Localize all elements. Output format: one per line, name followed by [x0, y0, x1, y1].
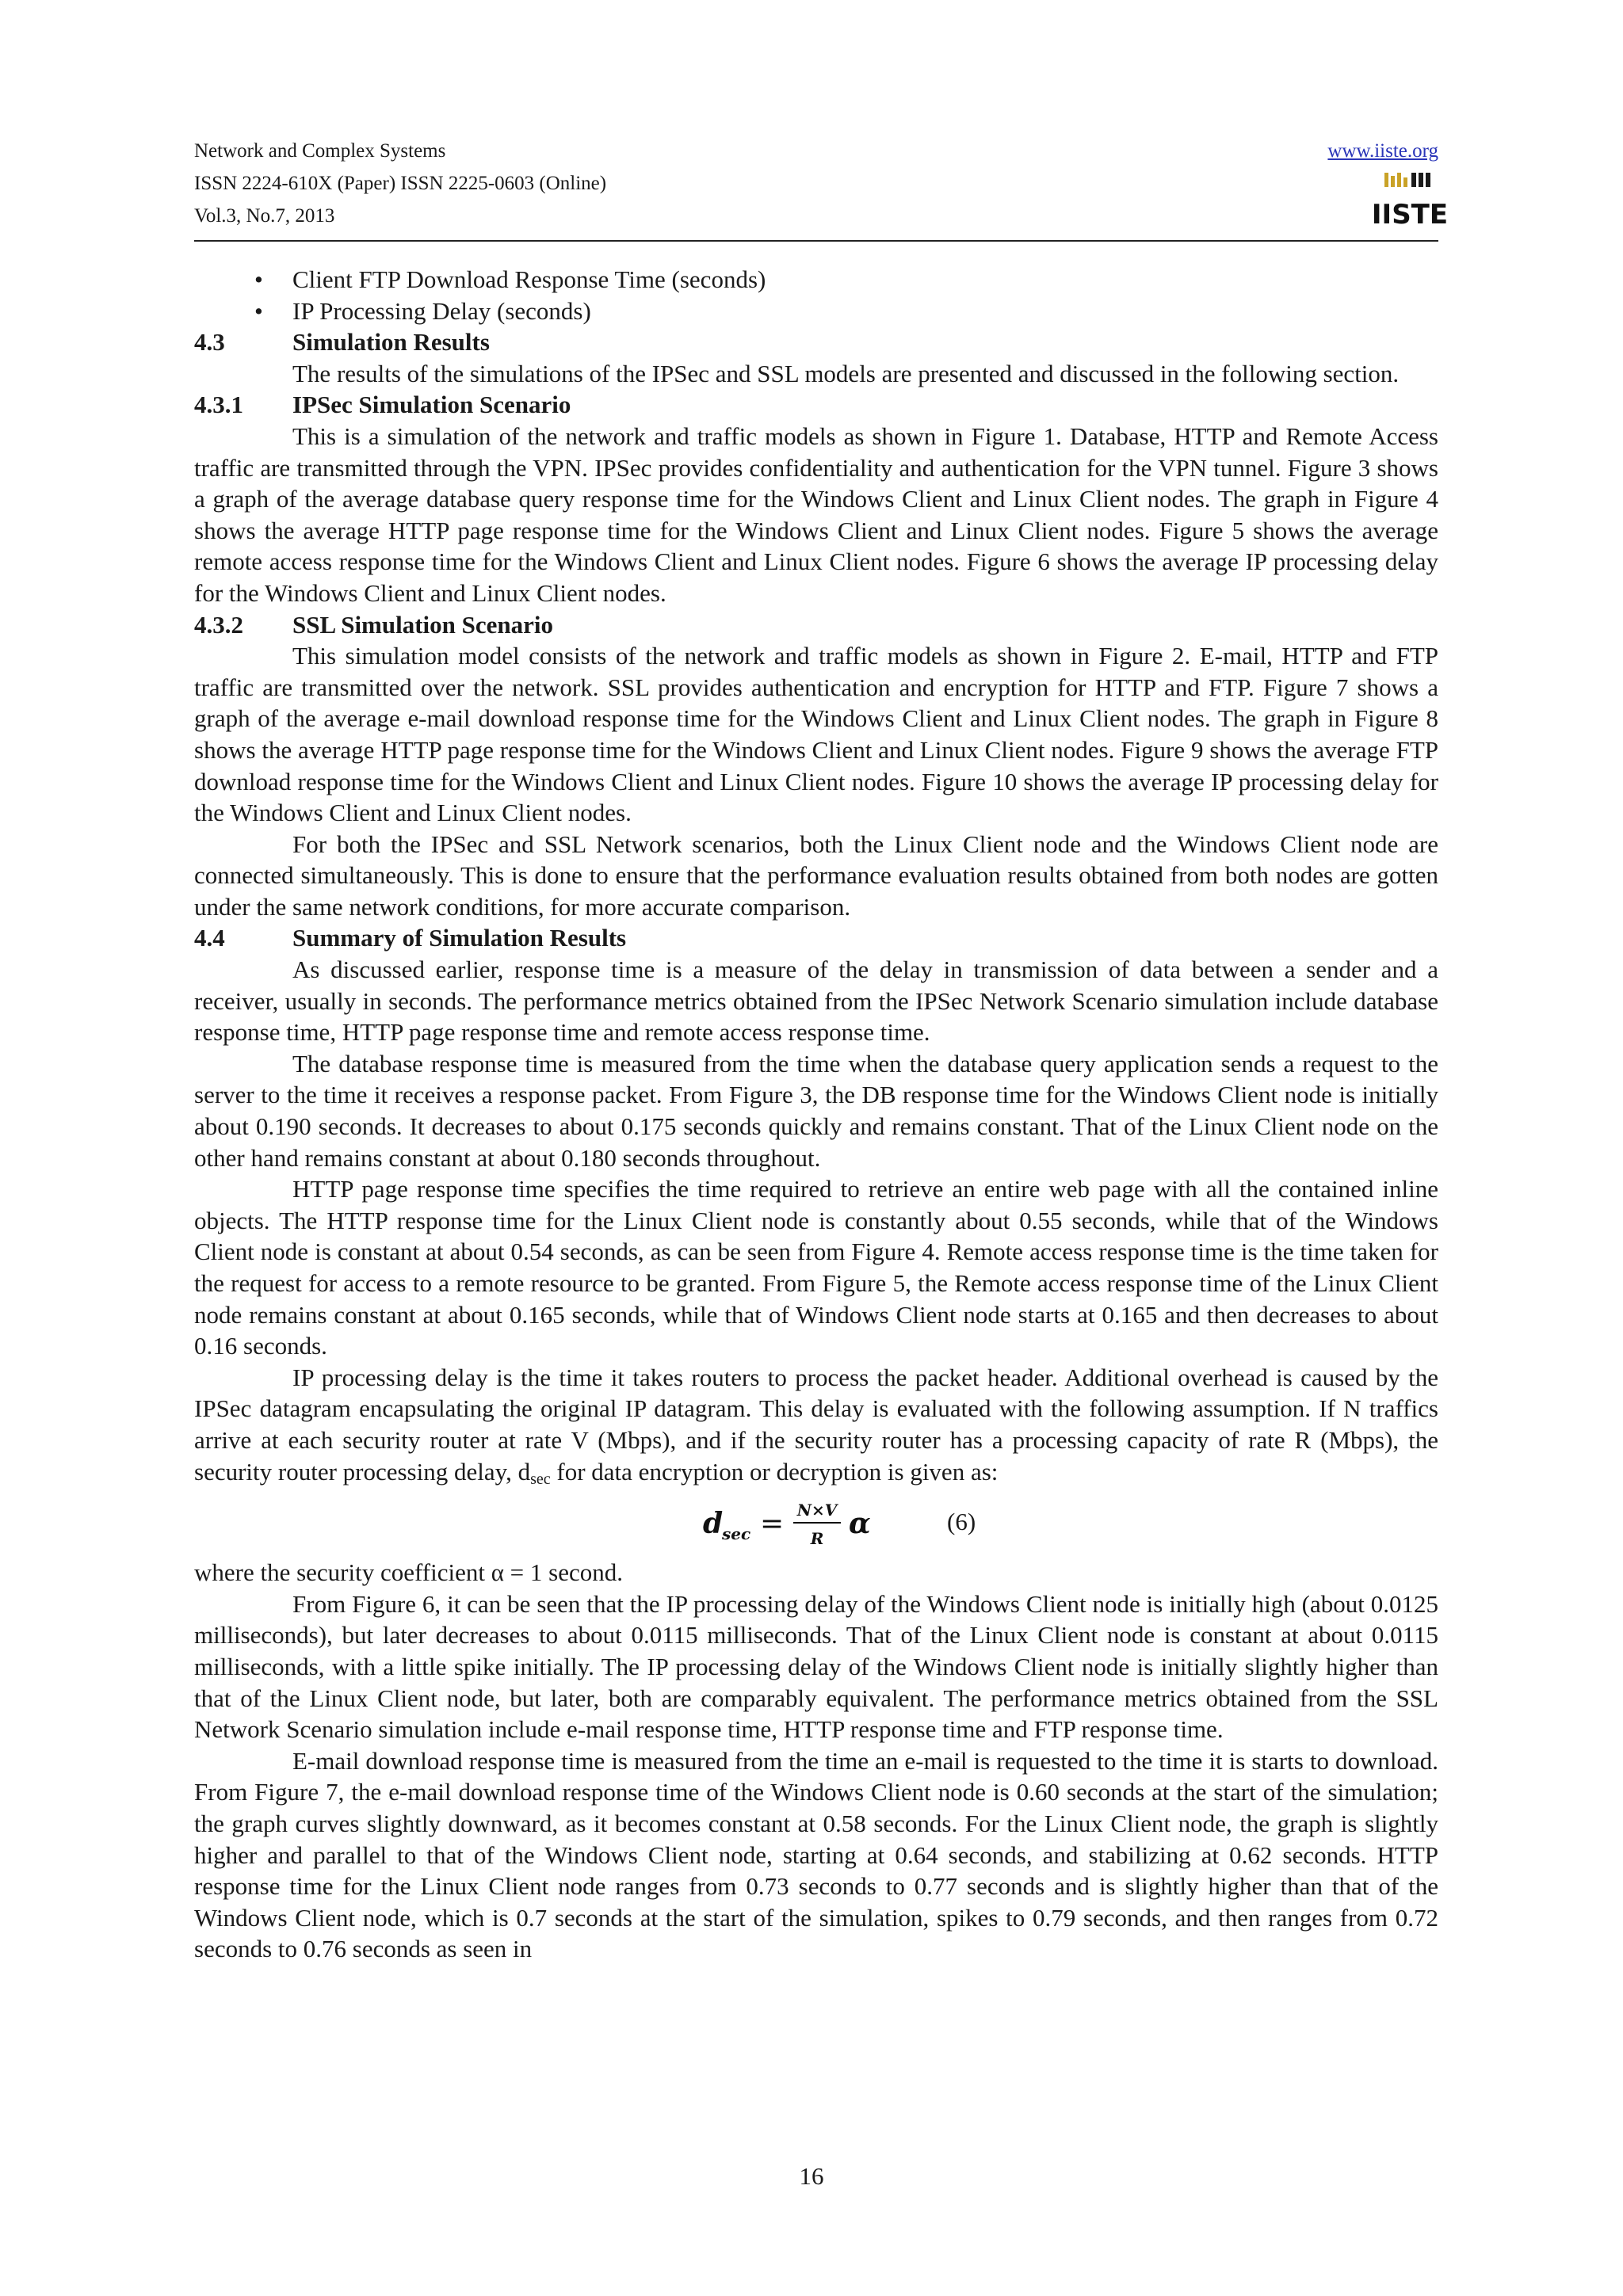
svg-text:sec: sec [722, 1524, 751, 1544]
svg-text:α: α [849, 1507, 871, 1541]
paragraph: IP processing delay is the time it takes routers to process the packet header. Additional overhead is caused by the IPSec datagram encapsulating the original IP datagram. This delay is evaluated with the following assumption. If N traffics arrive at each security router at rate V (Mbps), and if the security router has a processing capacity of rate R (Mbps), the security router processing delay, $d_{sec}$ for data encryption or decryption is given as: [194, 1363, 1438, 1488]
svg-text:R: R [810, 1529, 824, 1549]
paragraph: E-mail download response time is measured from the time an e-mail is requested to the time it is starts to download. From Figure 7, the e-mail download response time of the Windows Client node is 0.60 seconds at the start of the simulation; the graph curves slightly downward, as it becomes constant at 0.58 seconds. For the Linux Client node, the graph is slightly higher and parallel to that of the Windows Client node, starting at 0.64 seconds, and stabilizing at 0.62 seconds. HTTP response time for the Linux Client node ranges from 0.73 seconds to 0.77 seconds and is slightly higher than that of the Windows Client node, which is 0.7 seconds at the start of the simulation, spikes to 0.79 seconds, and then ranges from 0.72 seconds to 0.76 seconds as seen in [194, 1746, 1438, 1963]
header-divider [194, 240, 1438, 242]
paragraph: For both the IPSec and SSL Network scenarios, both the Linux Client node and the Windows Client node are connected simultaneously. This is done to ensure that the performance evaluation results obtained from both nodes are gotten under the same network conditions, for more accurate comparison. [194, 830, 1438, 921]
paragraph: where the security coefficient α = 1 second. [194, 1558, 624, 1587]
paragraph: This is a simulation of the network and traffic models as shown in Figure 1. Database, HTTP and Remote Access traffic are transmitted through the VPN. IPSec provides confidentiality and authentication for the VPN tunnel. Figure 3 shows a graph of the average database query response time for the Windows Client and Linux Client nodes. The graph in Figure 4 shows the average HTTP page response time for the Windows Client and Linux Client nodes. Figure 5 shows the average remote access response time for the Windows Client and Linux Client nodes. Figure 6 shows the average IP processing delay for the Windows Client and Linux Client nodes. [194, 421, 1438, 607]
paragraph: The database response time is measured from the time when the database query application sends a request to the server to the time it receives a response packet. From Figure 3, the DB response time for the Windows Client node is initially about 0.190 seconds. It decreases to about 0.175 seconds quickly and remains constant. That of the Linux Client node on the other hand remains constant at about 0.180 seconds throughout. [194, 1049, 1438, 1172]
svg-text:N×V: N×V [796, 1501, 838, 1520]
page-body [194, 264, 1438, 1965]
list-item: • Client FTP Download Response Time (seconds) [254, 265, 766, 293]
journal-info [194, 135, 606, 232]
metrics-list [194, 264, 1438, 326]
journal-volume: Vol.3, No.7, 2013 [194, 205, 335, 227]
equation-number: (6) [947, 1508, 976, 1536]
page-header [194, 135, 1449, 239]
website-link[interactable]: www.iiste.org [1327, 140, 1438, 162]
section-heading-4-3: 4.3 Simulation Results [194, 328, 490, 357]
paragraph: HTTP page response time specifies the time required to retrieve an entire web page with all the contained inline objects. The HTTP response time for the Linux Client node is constantly about 0.55 seconds, while that of the Windows Client node is constant at about 0.54 seconds, as can be seen from Figure 4. Remote access response time is the time taken for the request for access to a remote resource to be granted. From Figure 5, the Remote access response time of the Linux Client node remains constant at about 0.165 seconds, while that of Windows Client node starts at 0.165 and then decreases to about 0.16 seconds. [194, 1175, 1438, 1360]
paragraph: From Figure 6, it can be seen that the IP processing delay of the Windows Client node is initially high (about 0.0125 milliseconds), but later decreases to about 0.0115 milliseconds. That of the Linux Client node is constant at about 0.0115 milliseconds, with a little spike initially. The IP processing delay of the Windows Client node is initially slightly higher than that of the Linux Client node, but later, both are comparably equivalent. The performance metrics obtained from the SSL Network Scenario simulation include e-mail response time, HTTP response time and FTP response time. [194, 1589, 1438, 1744]
list-item: • IP Processing Delay (seconds) [254, 296, 591, 325]
journal-issn: ISSN 2224-610X (Paper) ISSN 2225-0603 (Online) [194, 173, 607, 194]
section-heading-4-3-2: 4.3.2 SSL Simulation Scenario [194, 610, 554, 639]
page-number: 16 [799, 2162, 824, 2190]
svg-text:=: = [760, 1508, 785, 1541]
svg-text:IISTE: IISTE [1371, 199, 1449, 231]
journal-name: Network and Complex Systems [194, 140, 446, 162]
paragraph: The results of the simulations of the IPSec and SSL models are presented and discussed in the following section. [292, 359, 1400, 387]
section-heading-4-4: 4.4 Summary of Simulation Results [194, 924, 627, 952]
paragraph: As discussed earlier, response time is a measure of the delay in transmission of data between a sender and a receiver, usually in seconds. The performance metrics obtained from the IPSec Network Scenario simulation include database response time, HTTP page response time and remote access response time. [194, 955, 1438, 1047]
svg-text:d: d [703, 1507, 724, 1541]
iiste-logo-icon [1371, 171, 1449, 231]
subscript: sec [530, 1470, 551, 1488]
equation-6 [194, 1495, 1438, 1557]
equation-formula [701, 1498, 888, 1552]
paragraph: This simulation model consists of the network and traffic models as shown in Figure 2. E-mail, HTTP and FTP traffic are transmitted over the network. SSL provides authentication and encryption for HTTP and FTP. Figure 7 shows a graph of the average e-mail download response time for the Windows Client and Linux Client nodes. The graph in Figure 8 shows the average HTTP page response time for the Windows Client and Linux Client nodes. Figure 9 shows the average FTP download response time for the Windows Client and Linux Client nodes. Figure 10 shows the average IP processing delay for the Windows Client and Linux Client nodes. [194, 642, 1438, 827]
section-heading-4-3-1: 4.3.1 IPSec Simulation Scenario [194, 391, 571, 419]
